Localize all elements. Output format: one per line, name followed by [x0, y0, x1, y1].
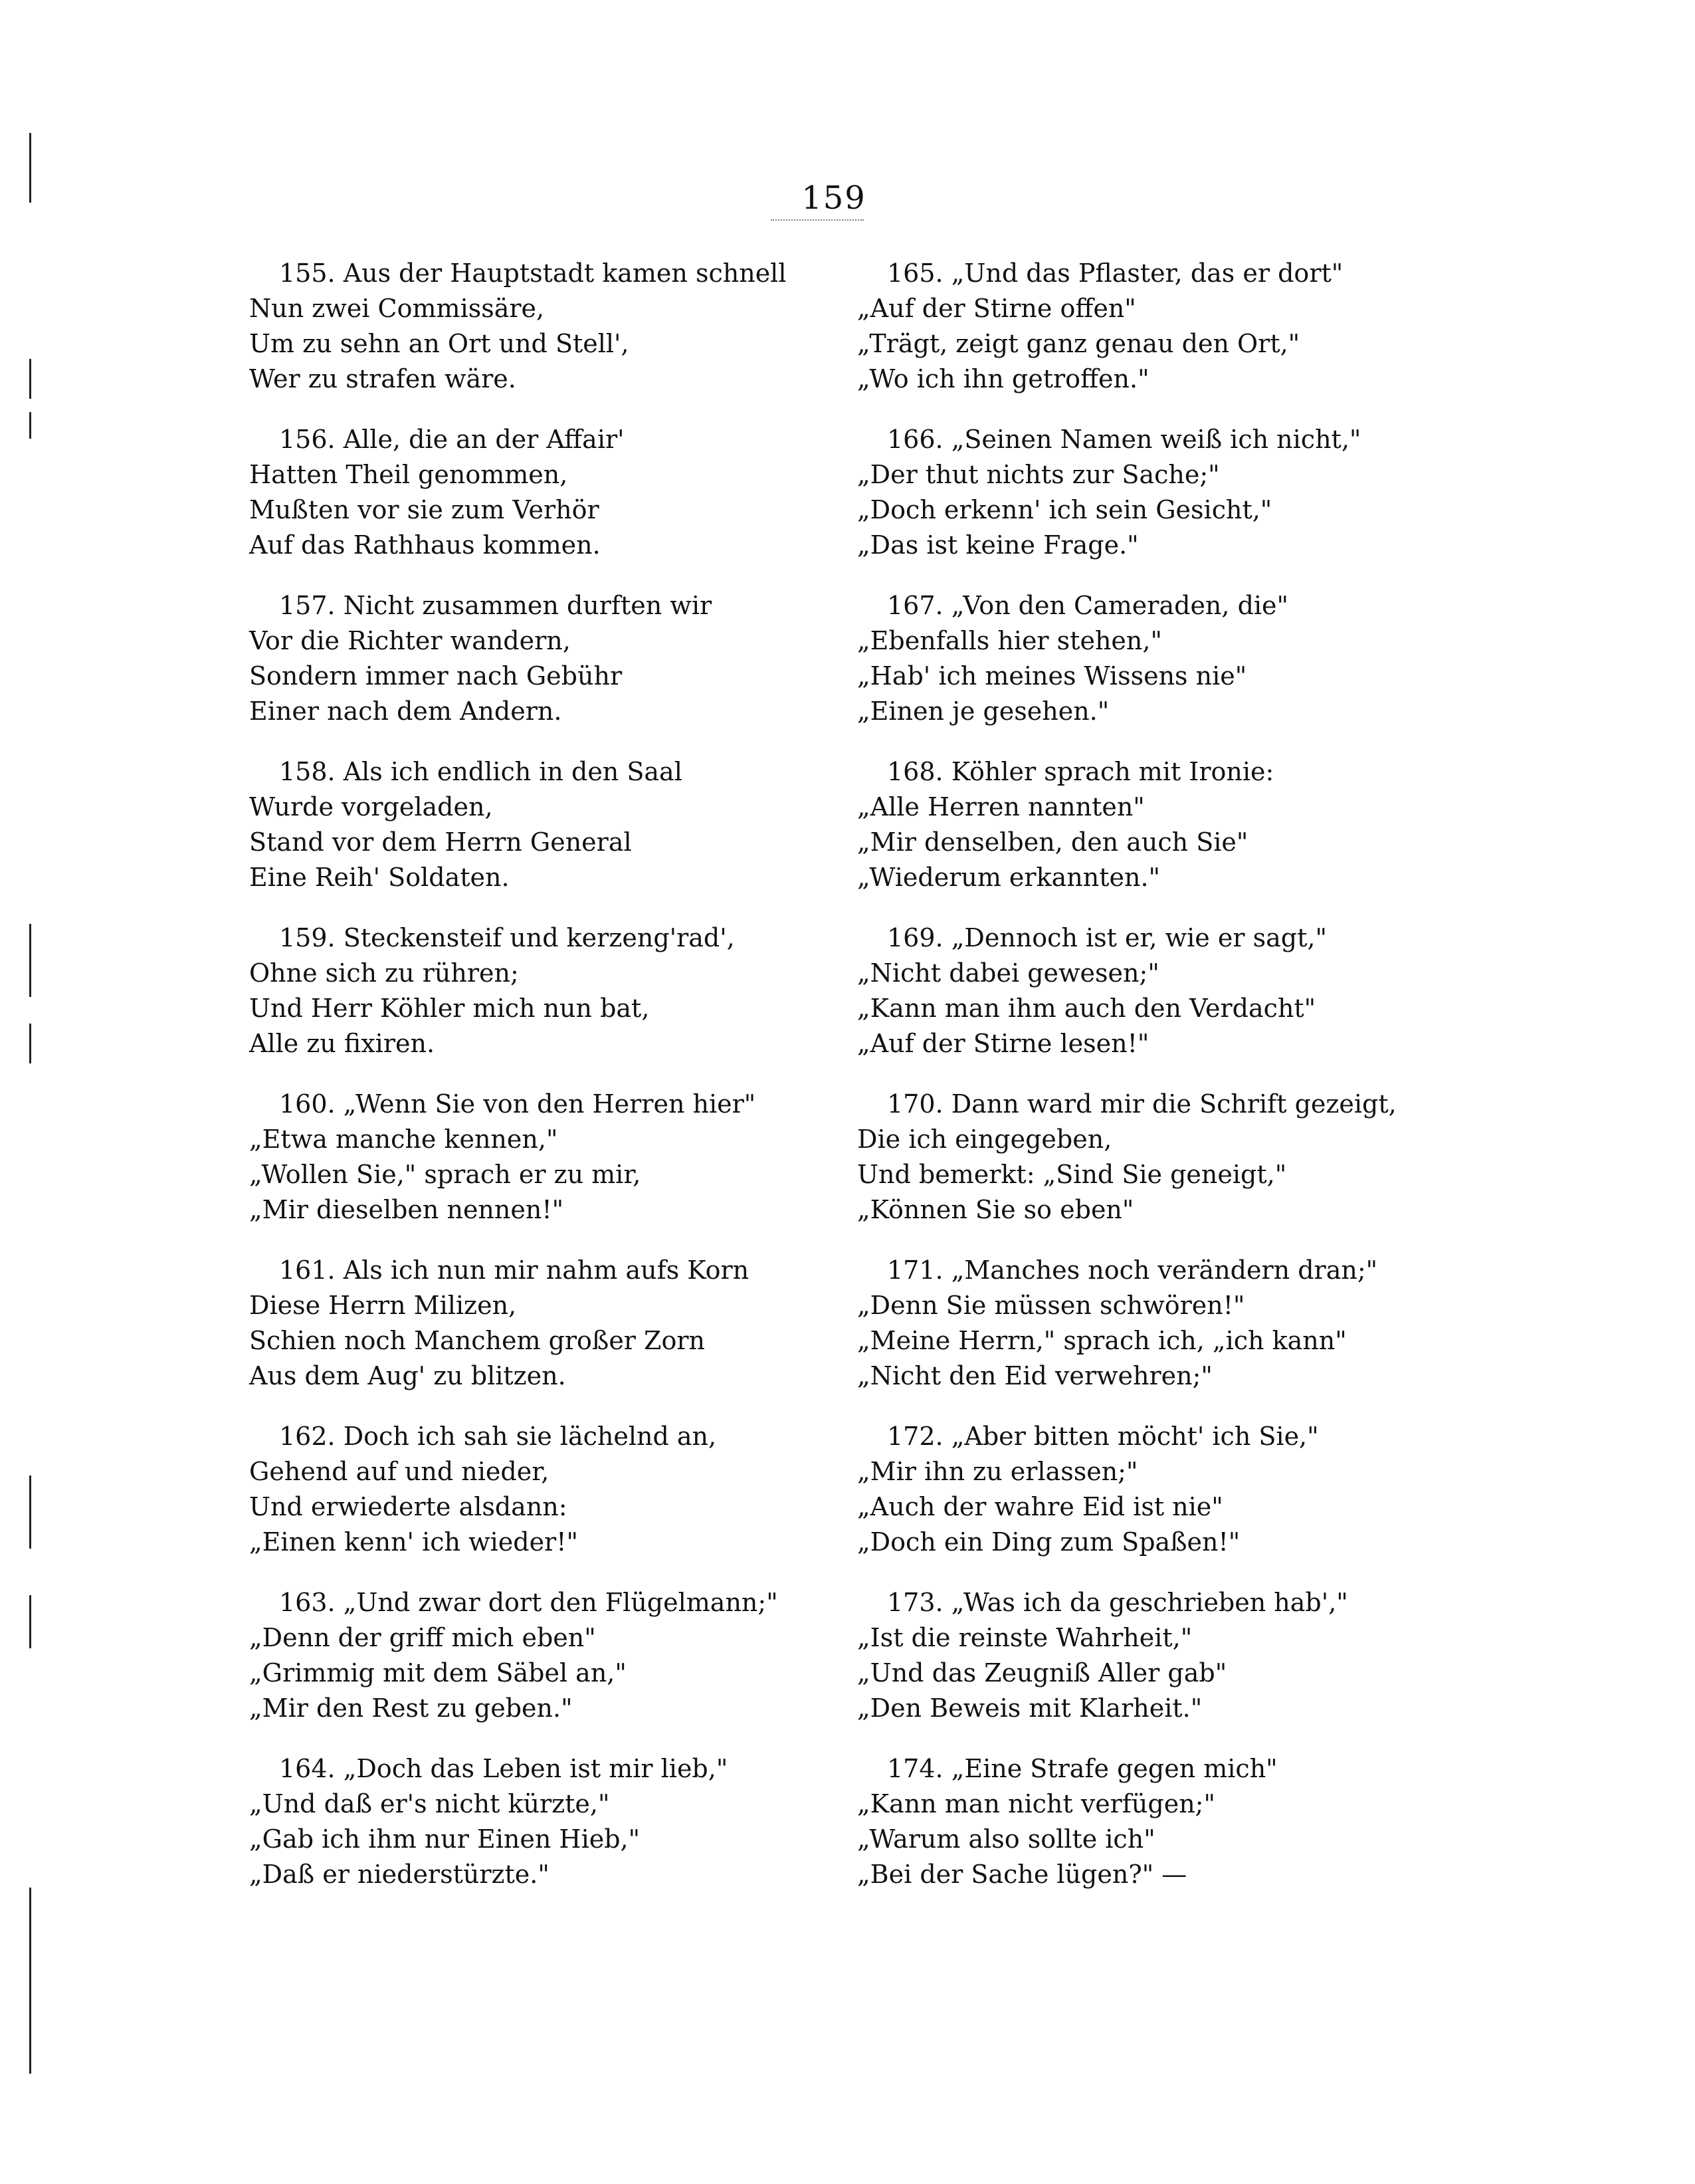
verse-line: 161. Als ich nun mir nahm aufs Korn — [279, 1256, 749, 1285]
verse-line: „Gab ich ihm nur Einen Hieb," — [249, 1824, 641, 1854]
verse-line: 172. „Aber bitten möcht' ich Sie," — [887, 1422, 1319, 1451]
verse-line: Einer nach dem Andern. — [249, 697, 562, 726]
verse-line: 163. „Und zwar dort den Flügelmann;" — [279, 1588, 778, 1617]
stanza — [249, 921, 914, 1087]
verse-line: 173. „Was ich da geschrieben hab'," — [887, 1588, 1348, 1617]
verse-line: „Auf der Stirne offen" — [857, 294, 1136, 323]
verse-line: 158. Als ich endlich in den Saal — [279, 757, 682, 786]
verse-line: 170. Dann ward mir die Schrift gezeigt, — [887, 1089, 1397, 1119]
verse-line: Auf das Rathhaus kommen. — [249, 530, 601, 560]
verse-line: „Denn Sie müssen schwören!" — [857, 1291, 1245, 1320]
scan-margin-mark — [29, 359, 31, 399]
verse-line: „Ist die reinste Wahrheit," — [857, 1623, 1193, 1652]
verse-line: Aus dem Aug' zu blitzen. — [249, 1361, 566, 1390]
verse-line: Mußten vor sie zum Verhör — [249, 495, 599, 524]
verse-line: „Auch der wahre Eid ist nie" — [857, 1492, 1223, 1521]
verse-line: Wurde vorgeladen, — [249, 792, 493, 821]
scan-margin-mark — [29, 133, 31, 203]
verse-line: Um zu sehn an Ort und Stell', — [249, 329, 629, 358]
verse-line: „Wo ich ihn getroffen." — [857, 364, 1149, 393]
scan-margin-mark — [29, 1024, 31, 1063]
verse-line: Und bemerkt: „Sind Sie geneigt," — [857, 1160, 1287, 1189]
verse-line: Gehend auf und nieder, — [249, 1457, 549, 1486]
verse-line: 164. „Doch das Leben ist mir lieb," — [279, 1754, 728, 1783]
verse-line: „Denn der griff mich eben" — [249, 1623, 596, 1652]
verse-line: „Und daß er's nicht kürzte," — [249, 1789, 610, 1818]
stanza — [857, 1585, 1522, 1751]
scan-margin-mark — [29, 1888, 31, 2074]
verse-line: „Warum also sollte ich" — [857, 1824, 1155, 1854]
verse-line: „Der thut nichts zur Sache;" — [857, 460, 1220, 489]
verse-line: „Wollen Sie," sprach er zu mir, — [249, 1160, 641, 1189]
verse-line: „Können Sie so eben" — [857, 1195, 1134, 1224]
verse-line: 162. Doch ich sah sie lächelnd an, — [279, 1422, 717, 1451]
stanza — [249, 1253, 914, 1419]
scan-margin-mark — [29, 412, 31, 439]
stanza — [857, 754, 1522, 921]
stanza — [857, 588, 1522, 754]
verse-line: 171. „Manches noch verändern dran;" — [887, 1256, 1378, 1285]
verse-line: Alle zu fixiren. — [249, 1029, 435, 1058]
stanza — [249, 1751, 914, 1917]
verse-line: Stand vor dem Herrn General — [249, 827, 632, 857]
verse-line: „Einen je gesehen." — [857, 697, 1110, 726]
verse-line: Ohne sich zu rühren; — [249, 958, 519, 988]
verse-line: „Mir den Rest zu geben." — [249, 1693, 573, 1723]
verse-line: Und Herr Köhler mich nun bat, — [249, 994, 650, 1023]
stanza — [857, 1419, 1522, 1585]
verse-line: „Wiederum erkannten." — [857, 863, 1160, 892]
verse-line: Diese Herrn Milizen, — [249, 1291, 517, 1320]
verse-line: 167. „Von den Cameraden, die" — [887, 591, 1289, 620]
stanza — [249, 1087, 914, 1253]
scan-margin-mark — [29, 1595, 31, 1648]
scan-margin-mark — [29, 1475, 31, 1549]
stanza — [857, 1087, 1522, 1253]
verse-line: 159. Steckensteif und kerzeng'rad', — [279, 923, 735, 952]
verse-line: 165. „Und das Pflaster, das er dort" — [887, 259, 1344, 288]
verse-line: 156. Alle, die an der Affair' — [279, 425, 625, 454]
verse-line: „Hab' ich meines Wissens nie" — [857, 661, 1247, 691]
verse-line: „Doch erkenn' ich sein Gesicht," — [857, 495, 1272, 524]
verse-line: 160. „Wenn Sie von den Herren hier" — [279, 1089, 756, 1119]
verse-line: 169. „Dennoch ist er, wie er sagt," — [887, 923, 1327, 952]
verse-line: „Kann man nicht verfügen;" — [857, 1789, 1215, 1818]
verse-line: „Einen kenn' ich wieder!" — [249, 1527, 578, 1557]
page-number-rule — [771, 219, 864, 221]
verse-line: „Auf der Stirne lesen!" — [857, 1029, 1149, 1058]
verse-line: Schien noch Manchem großer Zorn — [249, 1326, 705, 1355]
stanza — [249, 256, 914, 422]
right-column — [857, 256, 1522, 1917]
verse-line: Wer zu strafen wäre. — [249, 364, 516, 393]
page-number: 159 — [801, 179, 866, 217]
verse-line: Hatten Theil genommen, — [249, 460, 568, 489]
stanza — [857, 256, 1522, 422]
verse-line: „Ebenfalls hier stehen," — [857, 626, 1162, 655]
verse-line: Die ich eingegeben, — [857, 1125, 1112, 1154]
verse-line: „Nicht den Eid verwehren;" — [857, 1361, 1213, 1390]
verse-line: Nun zwei Commissäre, — [249, 294, 545, 323]
verse-line: „Meine Herrn," sprach ich, „ich kann" — [857, 1326, 1347, 1355]
verse-line: Sondern immer nach Gebühr — [249, 661, 623, 691]
verse-line: „Trägt, zeigt ganz genau den Ort," — [857, 329, 1300, 358]
verse-line: „Das ist keine Frage." — [857, 530, 1139, 560]
verse-line: 168. Köhler sprach mit Ironie: — [887, 757, 1274, 786]
verse-line: Vor die Richter wandern, — [249, 626, 571, 655]
left-column — [249, 256, 914, 1917]
verse-line: „Grimmig mit dem Säbel an," — [249, 1658, 627, 1688]
verse-line: 166. „Seinen Namen weiß ich nicht," — [887, 425, 1361, 454]
verse-line: „Bei der Sache lügen?" — — [857, 1860, 1187, 1889]
verse-line: „Nicht dabei gewesen;" — [857, 958, 1159, 988]
verse-line: „Etwa manche kennen," — [249, 1125, 558, 1154]
stanza — [857, 1253, 1522, 1419]
verse-line: „Und das Zeugniß Aller gab" — [857, 1658, 1227, 1688]
stanza — [249, 1419, 914, 1585]
verse-line: „Mir dieselben nennen!" — [249, 1195, 564, 1224]
verse-line: 155. Aus der Hauptstadt kamen schnell — [279, 259, 787, 288]
verse-line: „Mir denselben, den auch Sie" — [857, 827, 1248, 857]
verse-line: „Den Beweis mit Klarheit." — [857, 1693, 1203, 1723]
verse-line: „Mir ihn zu erlassen;" — [857, 1457, 1138, 1486]
verse-line: Eine Reih' Soldaten. — [249, 863, 510, 892]
stanza — [857, 921, 1522, 1087]
verse-line: „Daß er niederstürzte." — [249, 1860, 549, 1889]
stanza — [249, 754, 914, 921]
stanza — [249, 588, 914, 754]
verse-line: „Doch ein Ding zum Spaßen!" — [857, 1527, 1241, 1557]
stanza — [857, 1751, 1522, 1917]
stanza — [249, 422, 914, 588]
verse-line: „Alle Herren nannten" — [857, 792, 1145, 821]
stanza — [249, 1585, 914, 1751]
verse-line: 174. „Eine Strafe gegen mich" — [887, 1754, 1278, 1783]
scan-margin-mark — [29, 924, 31, 997]
verse-line: Und erwiederte alsdann: — [249, 1492, 567, 1521]
verse-line: „Kann man ihm auch den Verdacht" — [857, 994, 1316, 1023]
stanza — [857, 422, 1522, 588]
verse-line: 157. Nicht zusammen durften wir — [279, 591, 712, 620]
